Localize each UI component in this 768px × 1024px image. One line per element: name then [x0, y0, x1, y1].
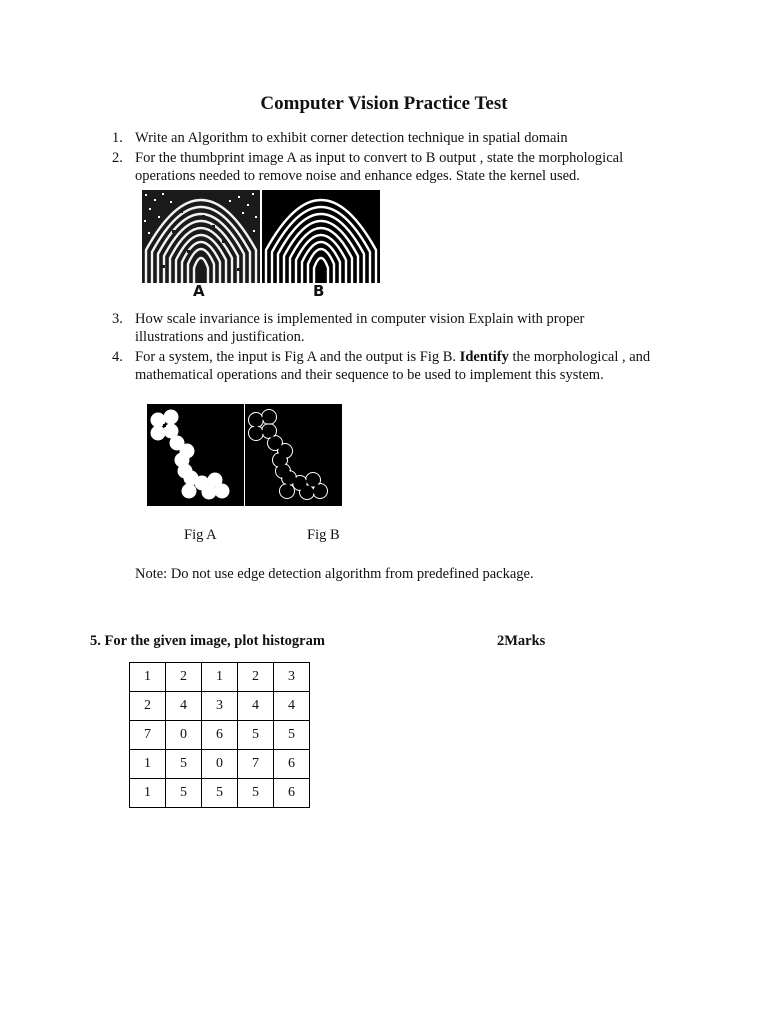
question-2-line-2: operations needed to remove noise and enhance edges. State the kernel used.: [135, 168, 580, 184]
question-5-text: 5. For the given image, plot histogram: [90, 633, 325, 649]
table-cell: 3: [202, 692, 238, 721]
question-3-line-2: illustrations and justification.: [135, 329, 305, 345]
figure-a-caption: Fig A: [184, 527, 217, 543]
table-cell: 1: [130, 663, 166, 692]
table-cell: 5: [202, 779, 238, 808]
table-cell: 7: [238, 750, 274, 779]
table-cell: 3: [274, 663, 310, 692]
table-cell: 2: [166, 663, 202, 692]
table-cell: 5: [274, 721, 310, 750]
figure-b-caption: Fig B: [307, 527, 340, 543]
figure-b-image: [245, 404, 342, 506]
question-3-number: 3.: [112, 311, 123, 327]
question-3-line-1: How scale invariance is implemented in computer vision Explain with proper: [135, 311, 585, 327]
table-cell: 1: [130, 750, 166, 779]
question-4-text-bold: Identify: [459, 349, 509, 365]
question-1-text: Write an Algorithm to exhibit corner detection technique in spatial domain: [135, 130, 568, 146]
table-cell: 1: [130, 779, 166, 808]
table-cell: 7: [130, 721, 166, 750]
question-2: [0, 149, 768, 187]
figure-a-image: [147, 404, 244, 506]
table-cell: 2: [238, 663, 274, 692]
table-row: [130, 663, 310, 692]
thumbprint-image-b: [262, 190, 380, 283]
histogram-image-table: [129, 662, 310, 808]
table-cell: 0: [166, 721, 202, 750]
question-4-line-2: mathematical operations and their sequence to be used to implement this system.: [135, 367, 604, 383]
question-4-number: 4.: [112, 349, 123, 365]
table-cell: 6: [202, 721, 238, 750]
thumbprint-label-a: A: [193, 282, 205, 300]
table-row: [130, 750, 310, 779]
table-cell: 5: [238, 779, 274, 808]
table-cell: 5: [166, 750, 202, 779]
question-1-number: 1.: [112, 130, 123, 146]
question-2-number: 2.: [112, 150, 123, 166]
table-row: [130, 721, 310, 750]
table-row: [130, 692, 310, 721]
table-cell: 0: [202, 750, 238, 779]
table-cell: 1: [202, 663, 238, 692]
table-cell: 6: [274, 779, 310, 808]
table-cell: 4: [238, 692, 274, 721]
question-4-text-post: the morphological , and: [508, 349, 651, 365]
table-cell: 5: [166, 779, 202, 808]
page-title: Computer Vision Practice Test: [260, 93, 508, 114]
question-5-marks: 2Marks: [497, 633, 546, 649]
question-4: [0, 348, 768, 386]
question-2-line-1: For the thumbprint image A as input to convert to B output , state the morphological: [135, 150, 624, 166]
table-cell: 6: [274, 750, 310, 779]
question-4-line-1: [135, 348, 650, 367]
table-row: [130, 779, 310, 808]
question-3: [0, 310, 768, 348]
question-4-text-pre: For a system, the input is Fig A and the output is Fig B.: [135, 349, 460, 365]
thumbprint-image-a: [142, 190, 260, 283]
note-text: Note: Do not use edge detection algorithm from predefined package.: [135, 566, 534, 582]
thumbprint-label-b: B: [313, 282, 325, 300]
table-cell: 4: [274, 692, 310, 721]
table-cell: 5: [238, 721, 274, 750]
table-cell: 4: [166, 692, 202, 721]
table-cell: 2: [130, 692, 166, 721]
